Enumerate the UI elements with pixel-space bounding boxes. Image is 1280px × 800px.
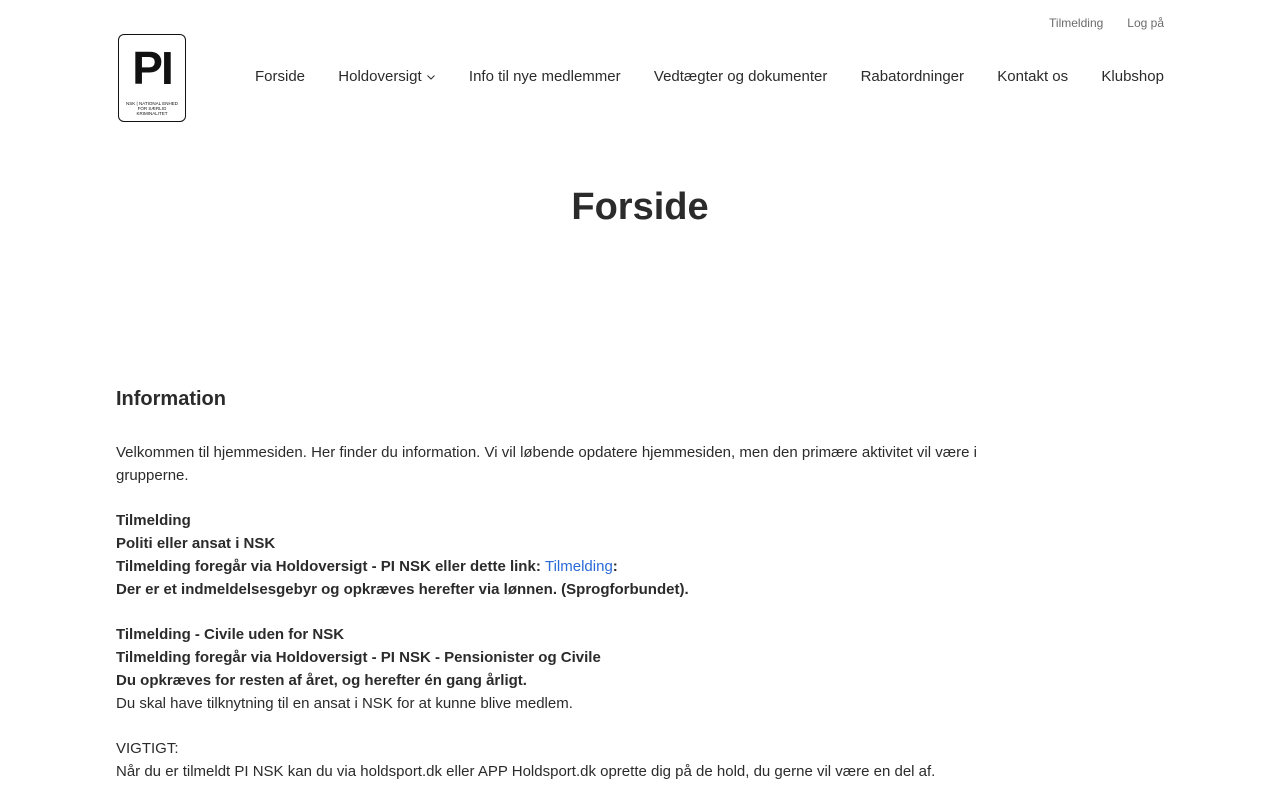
- nav-item-rabatordninger[interactable]: [861, 67, 964, 87]
- main-nav: [255, 67, 1164, 87]
- important-text: Når du er tilmeldt PI NSK kan du via holdsport.dk eller APP Holdsport.dk oprette dig på de hold, du gerne vil være en del af.: [116, 763, 936, 780]
- site-logo[interactable]: [118, 34, 186, 122]
- login-link[interactable]: Log på: [1127, 16, 1164, 30]
- nav-item-label: Info til nye medlemmer: [468, 68, 621, 85]
- signup-inline-link[interactable]: Tilmelding: [544, 558, 613, 575]
- page-title: Forside: [571, 186, 709, 228]
- nav-item-label: Forside: [255, 68, 306, 85]
- utility-nav: [1049, 16, 1164, 30]
- signup-fee-note: Der er et indmeldelsesgebyr og opkræves herefter via lønnen. (Sprogforbundet).: [116, 581, 689, 598]
- chevron-down-icon: [426, 72, 436, 82]
- civilian-instruction: Tilmelding foregår via Holdoversigt - PI NSK - Pensionister og Civile: [116, 649, 601, 666]
- welcome-text: Velkommen til hjemmesiden. Her finder du information. Vi vil løbende opdatere hjemmesiden, men den primære aktivitet vil være i grupperne.: [116, 444, 977, 484]
- nav-item-kontakt[interactable]: [997, 67, 1068, 87]
- nav-item-vedtaegter[interactable]: [654, 67, 827, 87]
- logo-tagline: NSK | NATIONAL ENHED FOR SÆRLIG KRIMINALITET: [126, 101, 178, 116]
- nav-item-label: Holdoversigt: [338, 68, 422, 85]
- signup-civilian-block: [116, 623, 986, 715]
- signup-police-block: [116, 509, 986, 601]
- signup-instruction-suffix: :: [612, 558, 618, 575]
- nav-item-label: Rabatordninger: [860, 68, 964, 85]
- signup-instruction: [116, 555, 986, 578]
- civilian-requirement: Du skal have tilknytning til en ansat i NSK for at kunne blive medlem.: [116, 695, 573, 712]
- logo-mark: PI: [132, 42, 172, 94]
- nav-item-info-nye-medlemmer[interactable]: [469, 67, 621, 87]
- nav-item-klubshop[interactable]: [1101, 67, 1164, 87]
- nav-item-label: Klubshop: [1101, 68, 1164, 85]
- nav-item-forside[interactable]: [255, 67, 305, 87]
- signup-heading: Tilmelding: [116, 512, 191, 529]
- nav-item-label: Vedtægter og dokumenter: [653, 68, 828, 85]
- signup-instruction-text: Tilmelding foregår via Holdoversigt - PI NSK eller dette link:: [116, 558, 545, 575]
- important-block: [116, 737, 986, 783]
- section-title: Information: [116, 388, 226, 410]
- main-content: [116, 388, 986, 783]
- civilian-heading: Tilmelding - Civile uden for NSK: [116, 626, 345, 643]
- signup-link[interactable]: Tilmelding: [1049, 16, 1104, 30]
- civilian-billing-note: Du opkræves for resten af året, og herefter én gang årligt.: [116, 672, 527, 689]
- signup-subheading: Politi eller ansat i NSK: [116, 535, 276, 552]
- nav-item-label: Kontakt os: [997, 68, 1069, 85]
- important-heading: VIGTIGT:: [116, 740, 179, 757]
- nav-item-holdoversigt[interactable]: [338, 67, 435, 87]
